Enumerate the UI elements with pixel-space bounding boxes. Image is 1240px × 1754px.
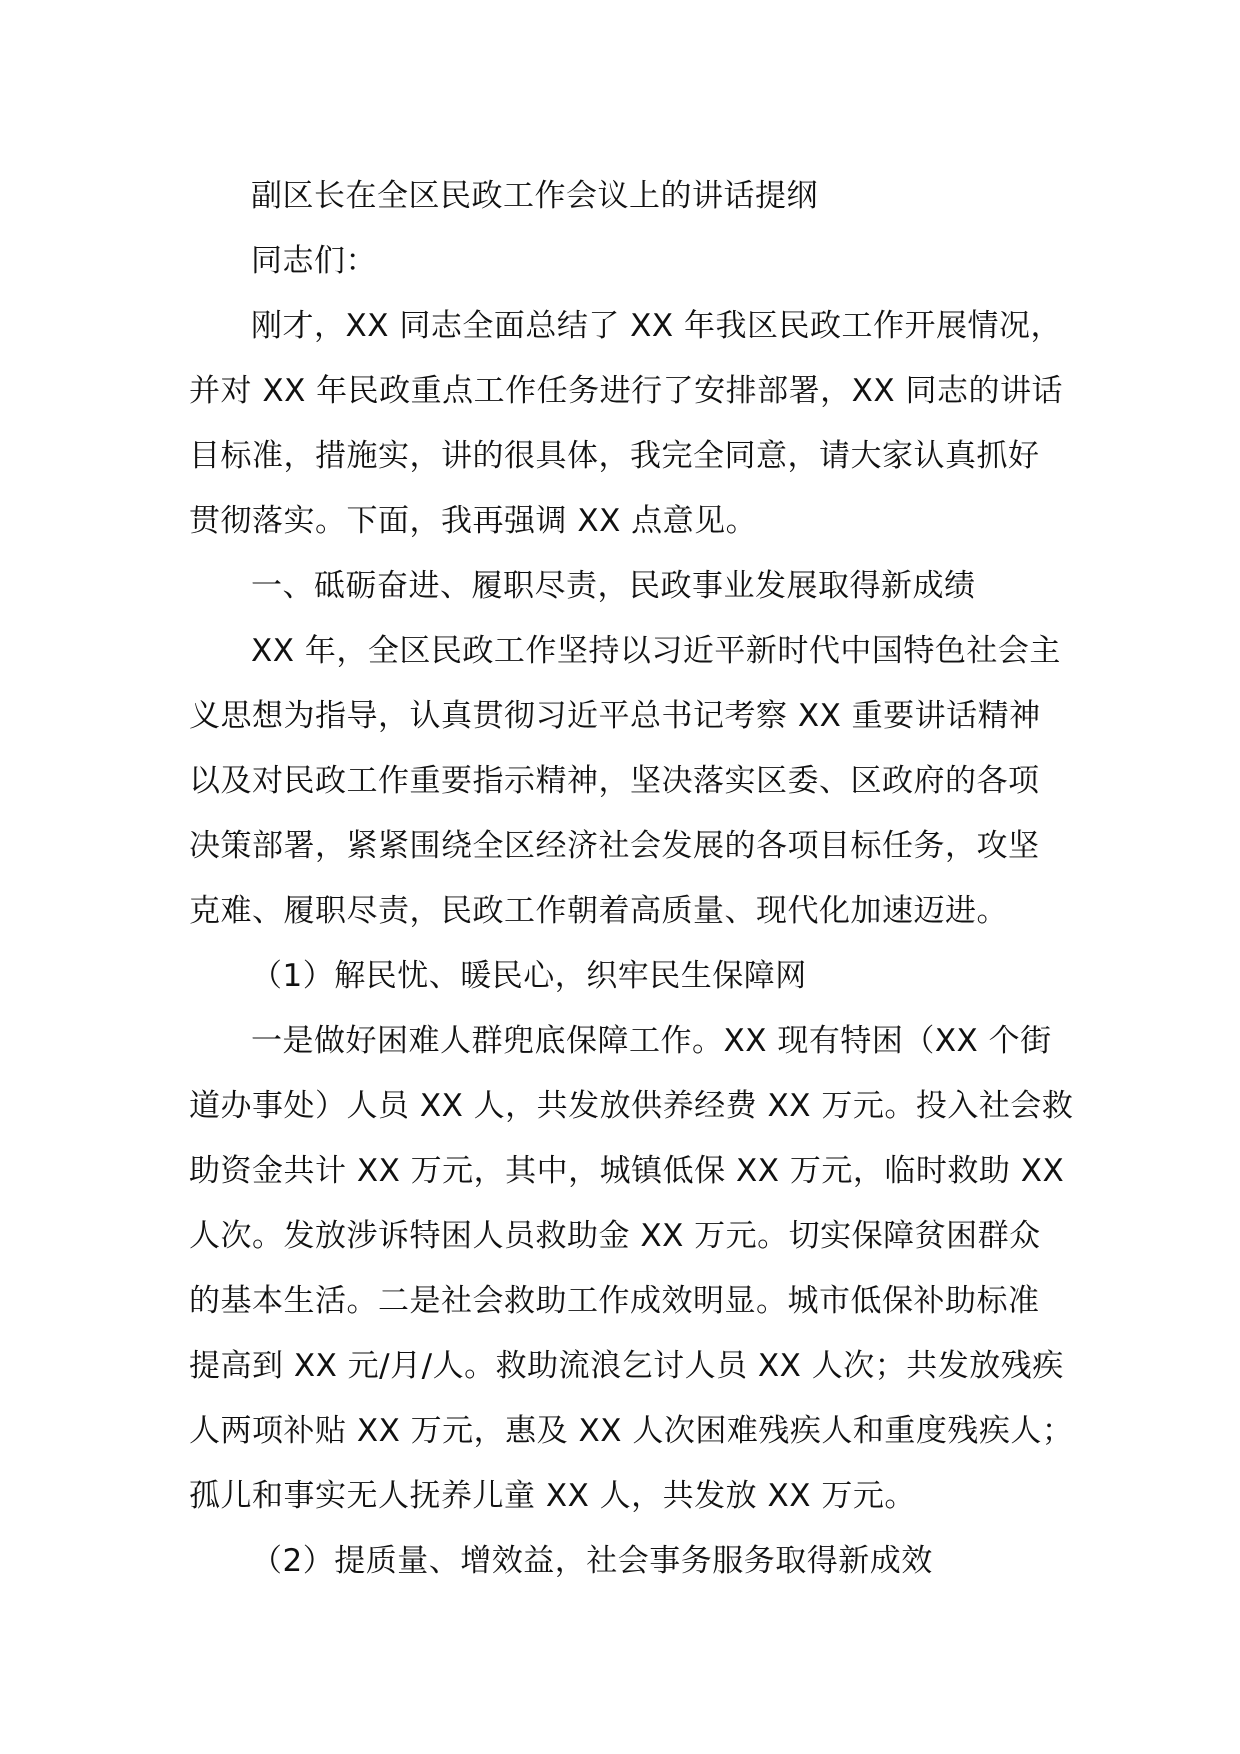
paragraph-line: 一是做好困难人群兜底保障工作。XX 现有特困（XX 个街 xyxy=(251,1023,1052,1059)
paragraph-line: 的基本生活。二是社会救助工作成效明显。城市低保补助标准 xyxy=(189,1283,1040,1319)
paragraph-line: 贯彻落实。下面，我再强调 XX 点意见。 xyxy=(189,503,758,539)
greeting: 同志们： xyxy=(251,243,377,279)
paragraph-line: 并对 XX 年民政重点工作任务进行了安排部署，XX 同志的讲话 xyxy=(189,373,1064,409)
paragraph-line: 以及对民政工作重要指示精神，坚决落实区委、区政府的各项 xyxy=(189,763,1040,799)
paragraph-line: 孤儿和事实无人抚养儿童 XX 人，共发放 XX 万元。 xyxy=(189,1478,916,1514)
paragraph-line: 助资金共计 XX 万元，其中，城镇低保 XX 万元，临时救助 XX xyxy=(189,1153,1065,1189)
paragraph-line: 提高到 XX 元/月/人。救助流浪乞讨人员 XX 人次；共发放残疾 xyxy=(189,1348,1064,1384)
paragraph-line: 决策部署，紧紧围绕全区经济社会发展的各项目标任务，攻坚 xyxy=(189,828,1040,864)
paragraph-line: XX 年，全区民政工作坚持以习近平新时代中国特色社会主 xyxy=(251,633,1061,669)
document-body xyxy=(189,164,1074,1594)
paragraph-line: 义思想为指导，认真贯彻习近平总书记考察 XX 重要讲话精神 xyxy=(189,698,1041,734)
paragraph-line: 道办事处）人员 XX 人，共发放供养经费 XX 万元。投入社会救 xyxy=(189,1088,1074,1124)
paragraph-line: 人次。发放涉诉特困人员救助金 XX 万元。切实保障贫困群众 xyxy=(189,1218,1041,1254)
document-title: 副区长在全区民政工作会议上的讲话提纲 xyxy=(251,178,818,214)
paragraph-line: 人两项补贴 XX 万元，惠及 XX 人次困难残疾人和重度残疾人； xyxy=(189,1413,1074,1449)
paragraph-line: 克难、履职尽责，民政工作朝着高质量、现代化加速迈进。 xyxy=(189,893,1008,929)
paragraph-line: 刚才，XX 同志全面总结了 XX 年我区民政工作开展情况， xyxy=(251,308,1063,344)
subsection-heading: （1）解民忧、暖民心，织牢民生保障网 xyxy=(251,958,807,994)
paragraph-line: 目标准，措施实，讲的很具体，我完全同意，请大家认真抓好 xyxy=(189,438,1040,474)
subsection-heading: （2）提质量、增效益，社会事务服务取得新成效 xyxy=(251,1543,933,1579)
section-heading: 一、砥砺奋进、履职尽责，民政事业发展取得新成绩 xyxy=(251,568,976,604)
